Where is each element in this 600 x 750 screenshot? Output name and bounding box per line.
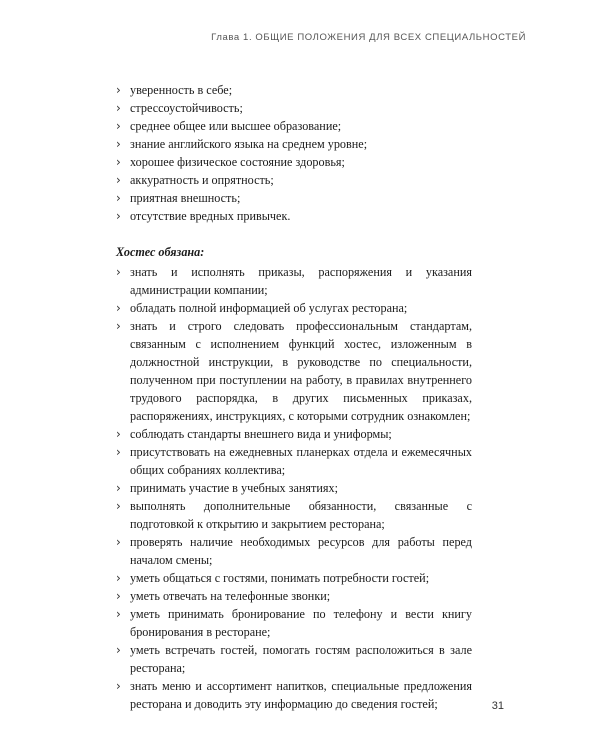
list-item: › приятная внешность; [116,189,472,207]
page-number: 31 [491,700,504,712]
list-item: › знать и строго следовать профессиональным стандартам, связанным с исполнением функций хостес, изложенным в должностной инструкции, в руководстве по специальности, полученном при поступлении на работу, в правилах внутреннего трудового распорядка, в других письменных приказах, распоряжениях, инструкциях, с которыми сотрудник ознакомлен; [116,317,472,425]
requirements-list [116,81,472,225]
list-item: › хорошее физическое состояние здоровья; [116,153,472,171]
list-item: › соблюдать стандарты внешнего вида и униформы; [116,425,472,443]
duties-list [116,263,472,713]
page-body [116,81,472,713]
list-item: › знать меню и ассортимент напитков, специальные предложения ресторана и доводить эту информацию до сведения гостей; [116,677,472,713]
list-item: › знать и исполнять приказы, распоряжения и указания администрации компании; [116,263,472,299]
list-item: › обладать полной информацией об услугах ресторана; [116,299,472,317]
list-item: › присутствовать на ежедневных планерках отдела и ежемесячных общих собраниях коллектива; [116,443,472,479]
list-item: › уметь принимать бронирование по телефону и вести книгу бронирования в ресторане; [116,605,472,641]
list-item: › уметь встречать гостей, помогать гостям расположиться в зале ресторана; [116,641,472,677]
list-item: › проверять наличие необходимых ресурсов для работы перед началом смены; [116,533,472,569]
running-head: Глава 1. ОБЩИЕ ПОЛОЖЕНИЯ ДЛЯ ВСЕХ СПЕЦИАЛЬНОСТЕЙ [211,32,526,43]
list-item: › среднее общее или высшее образование; [116,117,472,135]
section-heading: Хостес обязана: [116,245,205,259]
list-item: › аккуратность и опрятность; [116,171,472,189]
list-item: › уметь отвечать на телефонные звонки; [116,587,472,605]
list-item: › отсутствие вредных привычек. [116,207,472,225]
list-item: › уметь общаться с гостями, понимать потребности гостей; [116,569,472,587]
list-item: › знание английского языка на среднем уровне; [116,135,472,153]
list-item: › уверенность в себе; [116,81,472,99]
list-item: › выполнять дополнительные обязанности, связанные с подготовкой к открытию и закрытием ресторана; [116,497,472,533]
list-item: › принимать участие в учебных занятиях; [116,479,472,497]
list-item: › стрессоустойчивость; [116,99,472,117]
